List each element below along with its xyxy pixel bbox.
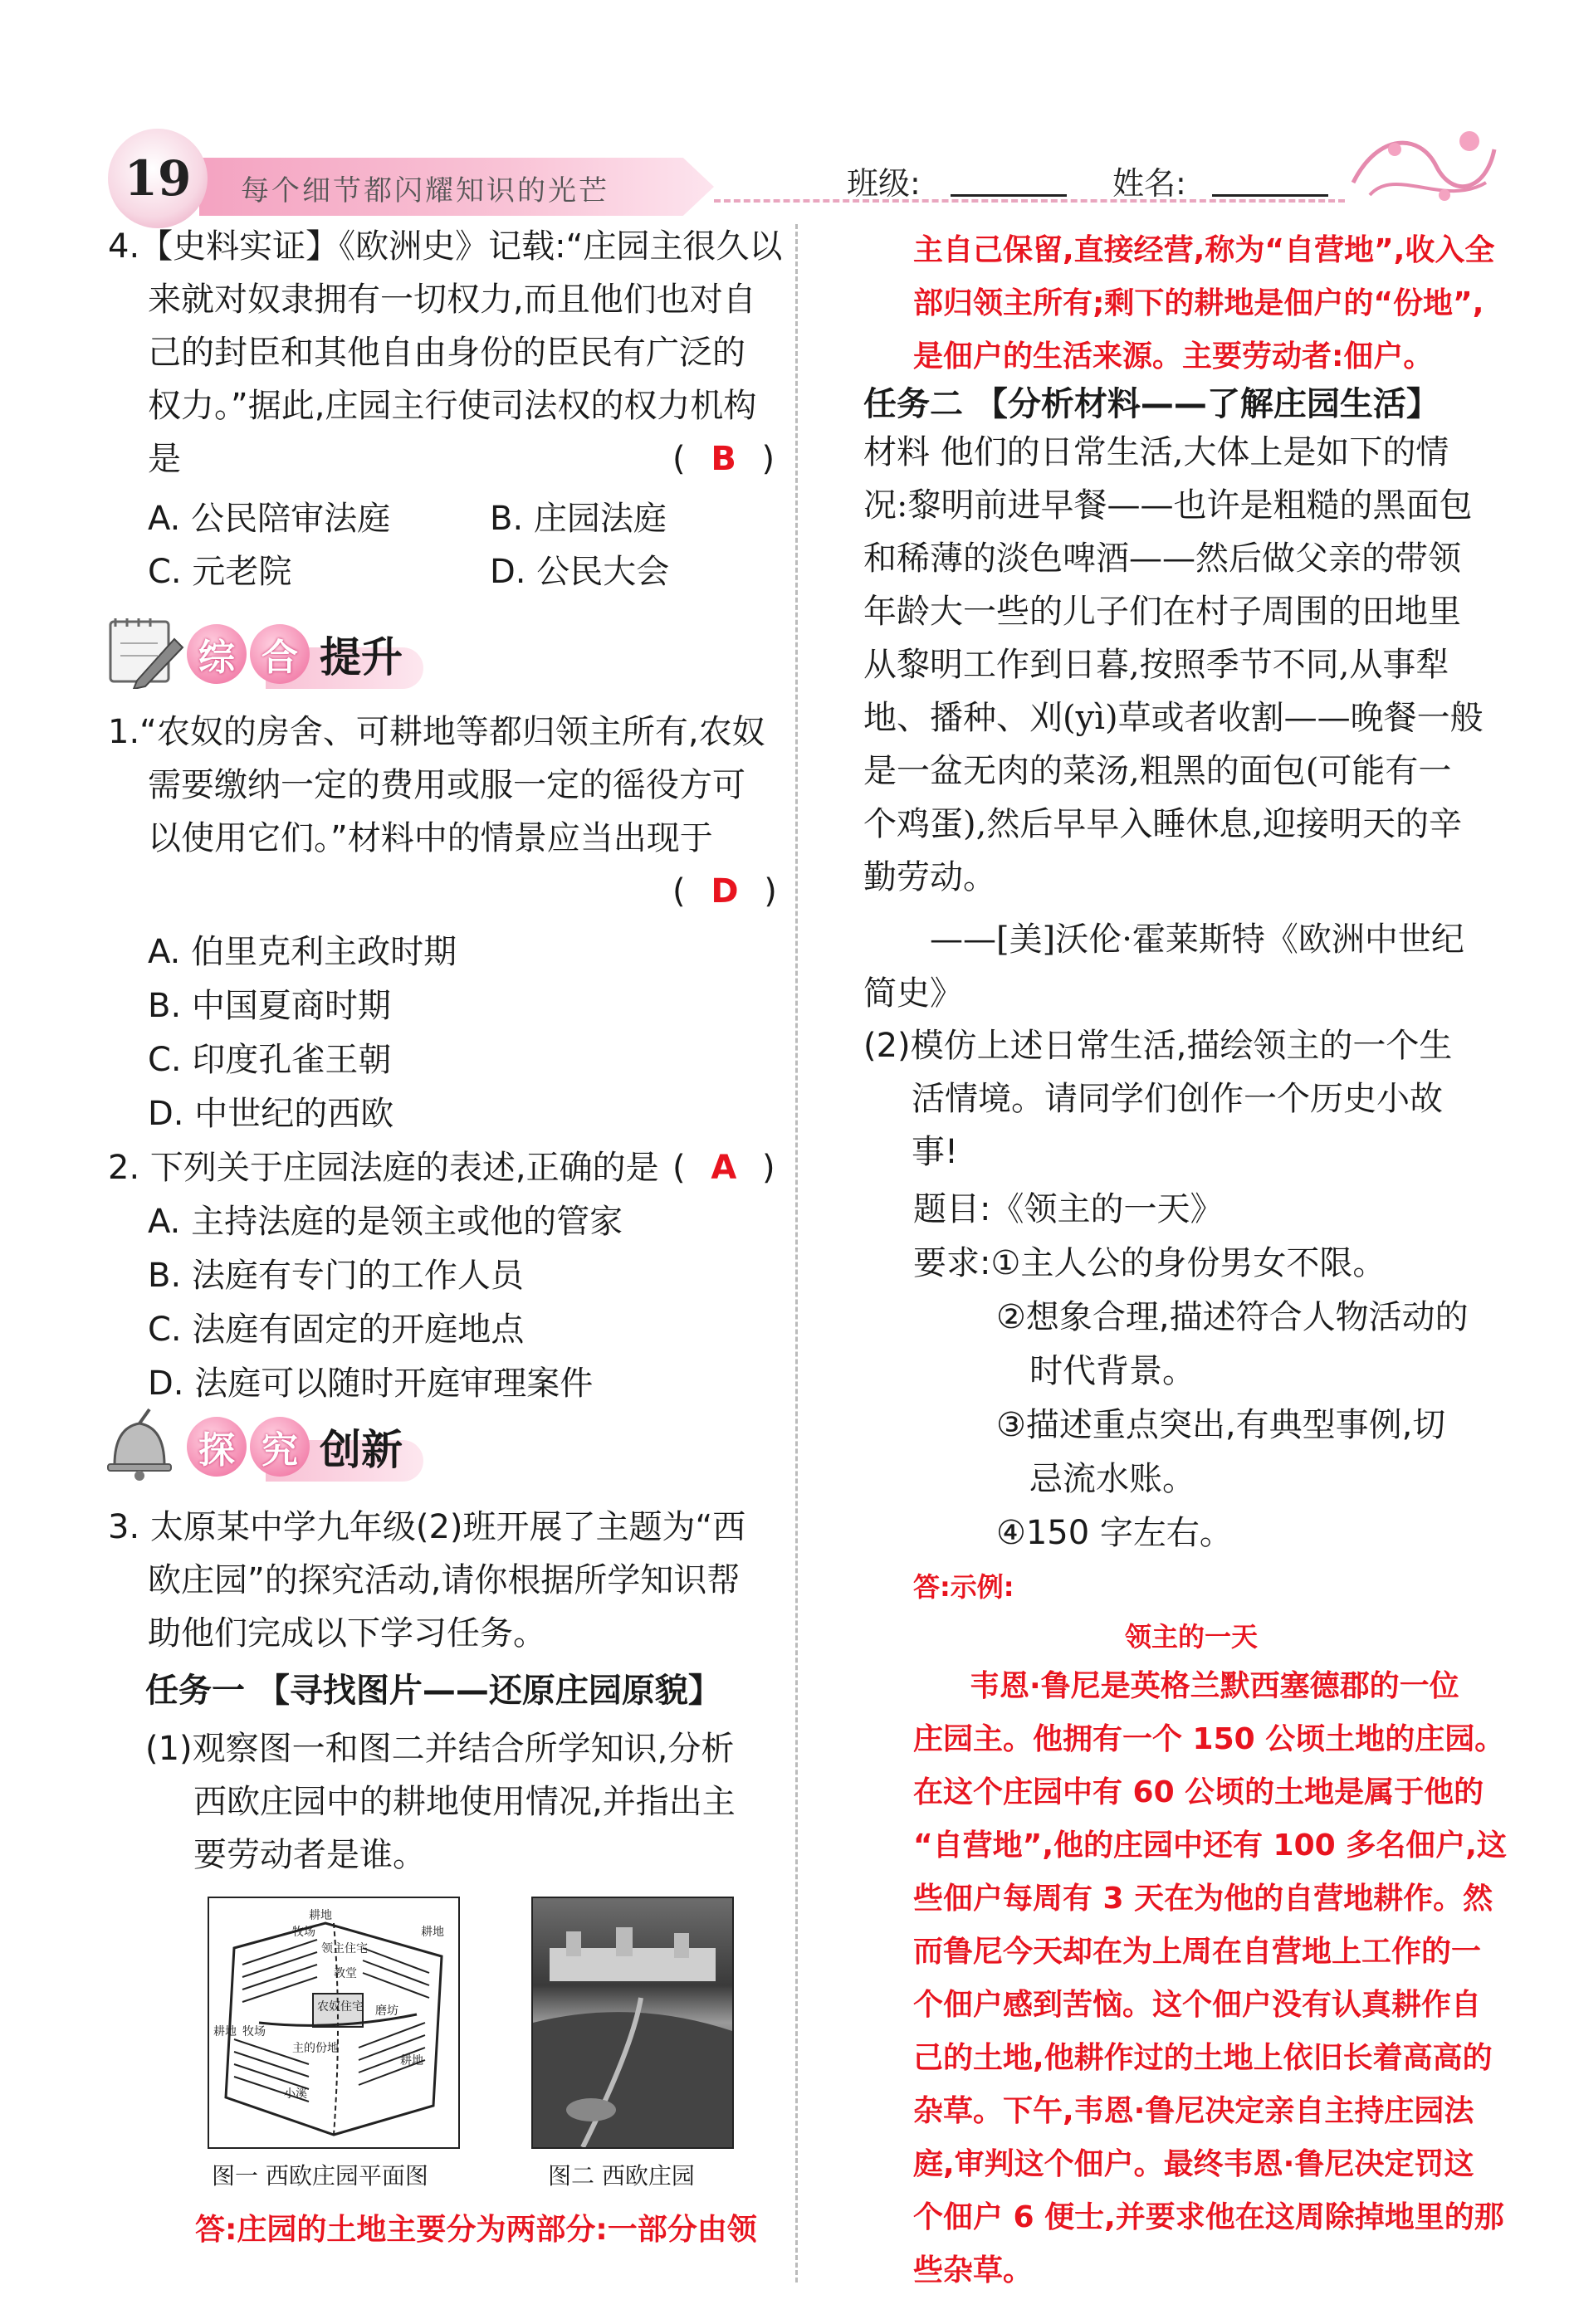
- story-line: 个佃户感到苦恼。这个佃户没有认真耕作自: [913, 1988, 1482, 2022]
- q4-line: 己的封臣和其他自由身份的臣民有广泛的: [148, 334, 745, 372]
- notepad-pencil-icon: [104, 610, 187, 689]
- story-topic: 题目:《领主的一天》: [913, 1190, 1224, 1228]
- material-line: 况:黎明前进早餐——也许是粗糙的黑面包: [863, 486, 1473, 525]
- q2-option: D. 法庭可以随时开庭审理案件: [148, 1365, 594, 1403]
- material-line: 和稀薄的淡色啤酒——然后做父亲的带领: [863, 540, 1461, 578]
- fig1-label: 农奴住宅: [317, 2000, 364, 2014]
- q2-option: A. 主持法庭的是领主或他的管家: [148, 1203, 623, 1241]
- class-label: 班级:: [847, 165, 921, 202]
- material-line: 年龄大一些的儿子们在村子周围的田地里: [863, 593, 1461, 631]
- q1-answer-slot: [672, 865, 777, 918]
- name-blank[interactable]: [1212, 163, 1328, 197]
- fig1-label: 牧场: [242, 2025, 266, 2038]
- q4-option: C. 元老院: [148, 553, 292, 591]
- requirement-intro: 要求:①主人公的身份男女不限。: [913, 1244, 1386, 1282]
- material-passage: [863, 426, 1484, 904]
- requirement-item: ②想象合理,描述符合人物活动的: [996, 1298, 1469, 1336]
- answer-line: 主自己保留,直接经营,称为“自营地”,收入全: [913, 233, 1495, 267]
- floral-ornament-icon: [1345, 116, 1503, 216]
- story-line: 杂草。下午,韦恩·鲁尼决定亲自主持庄园法: [913, 2094, 1474, 2128]
- section-bubble-char: 合: [250, 624, 310, 684]
- q4-option: A. 公民陪审法庭: [148, 500, 391, 538]
- paren-close: ): [764, 872, 777, 911]
- material-line: 地、播种、刈(yì)草或者收割——晚餐一般: [863, 699, 1484, 737]
- manor-photo-drawing: [533, 1898, 732, 2147]
- q3-line: 欧庄园”的探究活动,请你根据所学知识帮: [148, 1561, 741, 1599]
- section-heading-explore: [187, 1417, 403, 1477]
- task-1-question: [145, 1722, 736, 1882]
- section-heading-comprehensive: [187, 624, 403, 684]
- q4-line: 权力。”据此,庄园主行使司法权的权力机构: [148, 387, 757, 425]
- sub2-line: (2)模仿上述日常生活,描绘领主的一个生: [863, 1027, 1453, 1065]
- story-line: 些杂草。: [913, 2253, 1034, 2287]
- motto-text: 每个细节都闪耀知识的光芒: [241, 174, 609, 208]
- story-line: 些佃户每周有 3 天在为他的自营地耕作。然: [913, 1882, 1493, 1916]
- fig1-label: 耕地: [213, 2025, 237, 2038]
- section-bubble-char: 综: [187, 624, 247, 684]
- requirement-item: ③描述重点突出,有典型事例,切: [996, 1406, 1446, 1444]
- answer-line: 是佃户的生活来源。主要劳动者:佃户。: [913, 339, 1434, 374]
- section-title: 创新: [320, 1426, 403, 1474]
- section-bubble-char: 探: [187, 1417, 247, 1477]
- q3-line: 3. 太原某中学九年级(2)班开展了主题为“西: [108, 1508, 746, 1546]
- q4-answer: B: [711, 440, 736, 478]
- answer-1-text: 答:庄园的土地主要分为两部分:一部分由领: [195, 2213, 757, 2247]
- class-blank[interactable]: [951, 163, 1067, 197]
- question-3: [108, 1501, 745, 1660]
- q1-option: A. 伯里克利主政时期: [148, 933, 457, 971]
- story-line: 而鲁尼今天却在为上周在自营地上工作的一: [913, 1935, 1482, 1969]
- name-label: 姓名:: [1112, 165, 1186, 202]
- task-2-question: [863, 1019, 1452, 1179]
- header-dashed-line: [714, 199, 1345, 203]
- fig1-label: 耕地: [421, 1926, 444, 1939]
- bell-icon: [98, 1403, 181, 1486]
- figure-2-manor-photo: [531, 1897, 734, 2149]
- fig1-label: 小溪: [284, 2087, 307, 2101]
- column-divider: [795, 224, 798, 2282]
- q2-stem: 2. 下列关于庄园法庭的表述,正确的是: [108, 1149, 659, 1187]
- figure-1-manor-plan: [208, 1897, 460, 2149]
- story-line: 己的土地,他耕作过的土地上依旧长着高高的: [913, 2041, 1493, 2075]
- fig1-label: 主的份地: [292, 2042, 339, 2055]
- sub2-line: 事!: [912, 1133, 959, 1171]
- section-title: 提升: [320, 633, 403, 681]
- q2-answer-slot: [672, 1141, 775, 1194]
- material-line: 从黎明工作到日暮,按照季节不同,从事犁: [863, 646, 1449, 684]
- material-source: ——[美]沃伦·霍莱斯特《欧洲中世纪: [930, 920, 1464, 959]
- q4-option: B. 庄园法庭: [490, 500, 667, 538]
- paren-close: ): [762, 1149, 775, 1187]
- material-line: 是一盆无肉的菜汤,粗黑的面包(可能有一: [863, 752, 1452, 790]
- paren-open: (: [672, 1149, 686, 1187]
- q1-option: D. 中世纪的西欧: [148, 1095, 394, 1133]
- q1-answer: D: [711, 872, 739, 911]
- story-title: 领主的一天: [1125, 1621, 1259, 1653]
- fig1-label: 耕地: [400, 2054, 423, 2068]
- page-number: 19: [108, 129, 208, 228]
- figure-1-caption: 图一 西欧庄园平面图: [212, 2162, 428, 2190]
- q2-option: C. 法庭有固定的开庭地点: [148, 1311, 525, 1349]
- sub1-line: (1)观察图一和图二并结合所学知识,分析: [145, 1730, 735, 1768]
- story-line: 在这个庄园中有 60 公顷的土地是属于他的: [913, 1775, 1484, 1809]
- q2-option: B. 法庭有专门的工作人员: [148, 1257, 524, 1295]
- story-line: 庄园主。他拥有一个 150 公顷土地的庄园。: [913, 1722, 1505, 1756]
- material-source: 简史》: [863, 974, 963, 1013]
- q4-line: 4.【史料实证】《欧洲史》记载:“庄园主很久以: [108, 227, 783, 266]
- material-line: 勤劳动。: [863, 858, 996, 896]
- story-line: “自营地”,他的庄园中还有 100 多名佃户,这: [913, 1828, 1507, 1863]
- task-2-heading: 任务二 【分析材料——了解庄园生活】: [863, 385, 1440, 423]
- requirement-item: ④150 字左右。: [996, 1514, 1233, 1552]
- q4-line: 是: [148, 440, 181, 478]
- q1-line: 1.“农奴的房舍、可耕地等都归领主所有,农奴: [108, 713, 765, 751]
- paren-open: (: [672, 872, 686, 911]
- q4-line: 来就对奴隶拥有一切权力,而且他们也对自: [148, 281, 756, 319]
- q1-option: B. 中国夏商时期: [148, 987, 391, 1025]
- sample-story: [913, 1660, 1507, 2297]
- fig1-label: 领主住宅: [321, 1942, 368, 1955]
- fig1-label: 教堂: [334, 1967, 357, 1980]
- question-1: [108, 706, 765, 865]
- story-line: 个佃户 6 便士,并要求他在这周除掉地里的那: [913, 2200, 1504, 2234]
- answer-line: 部归领主所有;剩下的耕地是佃户的“份地”,: [913, 286, 1484, 320]
- q1-line: 以使用它们。”材料中的情景应当出现于: [148, 819, 713, 857]
- story-line: 韦恩·鲁尼是英格兰默西塞德郡的一位: [970, 1669, 1459, 1703]
- answer-1-continued: [913, 224, 1494, 383]
- paren-open: (: [672, 440, 686, 478]
- q4-option: D. 公民大会: [490, 553, 670, 591]
- sub1-line: 要劳动者是谁。: [193, 1836, 426, 1874]
- sample-answer-label: 答:示例:: [913, 1571, 1014, 1603]
- q3-line: 助他们完成以下学习任务。: [148, 1614, 546, 1653]
- figure-2-caption: 图二 西欧庄园: [548, 2162, 695, 2190]
- sub2-line: 活情境。请同学们创作一个历史小故: [912, 1080, 1443, 1118]
- sub1-line: 西欧庄园中的耕地使用情况,并指出主: [193, 1783, 736, 1821]
- q1-line: 需要缴纳一定的费用或服一定的徭役方可: [148, 766, 745, 804]
- story-line: 庭,审判这个佃户。最终韦恩·鲁尼决定罚这: [913, 2147, 1474, 2181]
- requirement-item: 时代背景。: [1029, 1352, 1195, 1390]
- material-line: 个鸡蛋),然后早早入睡休息,迎接明天的辛: [863, 805, 1463, 843]
- task-1-heading: 任务一 【寻找图片——还原庄园原貌】: [145, 1672, 721, 1710]
- section-bubble-char: 究: [250, 1417, 310, 1477]
- fig1-label: 磨坊: [375, 2004, 398, 2018]
- requirement-item: 忌流水账。: [1029, 1460, 1195, 1498]
- fig1-label: 牧场: [292, 1926, 315, 1939]
- fig1-label: 耕地: [309, 1909, 332, 1922]
- q2-answer: A: [711, 1149, 737, 1187]
- q1-option: C. 印度孔雀王朝: [148, 1041, 392, 1079]
- paren-close: ): [761, 440, 775, 478]
- q4-answer-slot: [672, 432, 775, 486]
- material-line: 材料 他们的日常生活,大体上是如下的情: [863, 433, 1449, 471]
